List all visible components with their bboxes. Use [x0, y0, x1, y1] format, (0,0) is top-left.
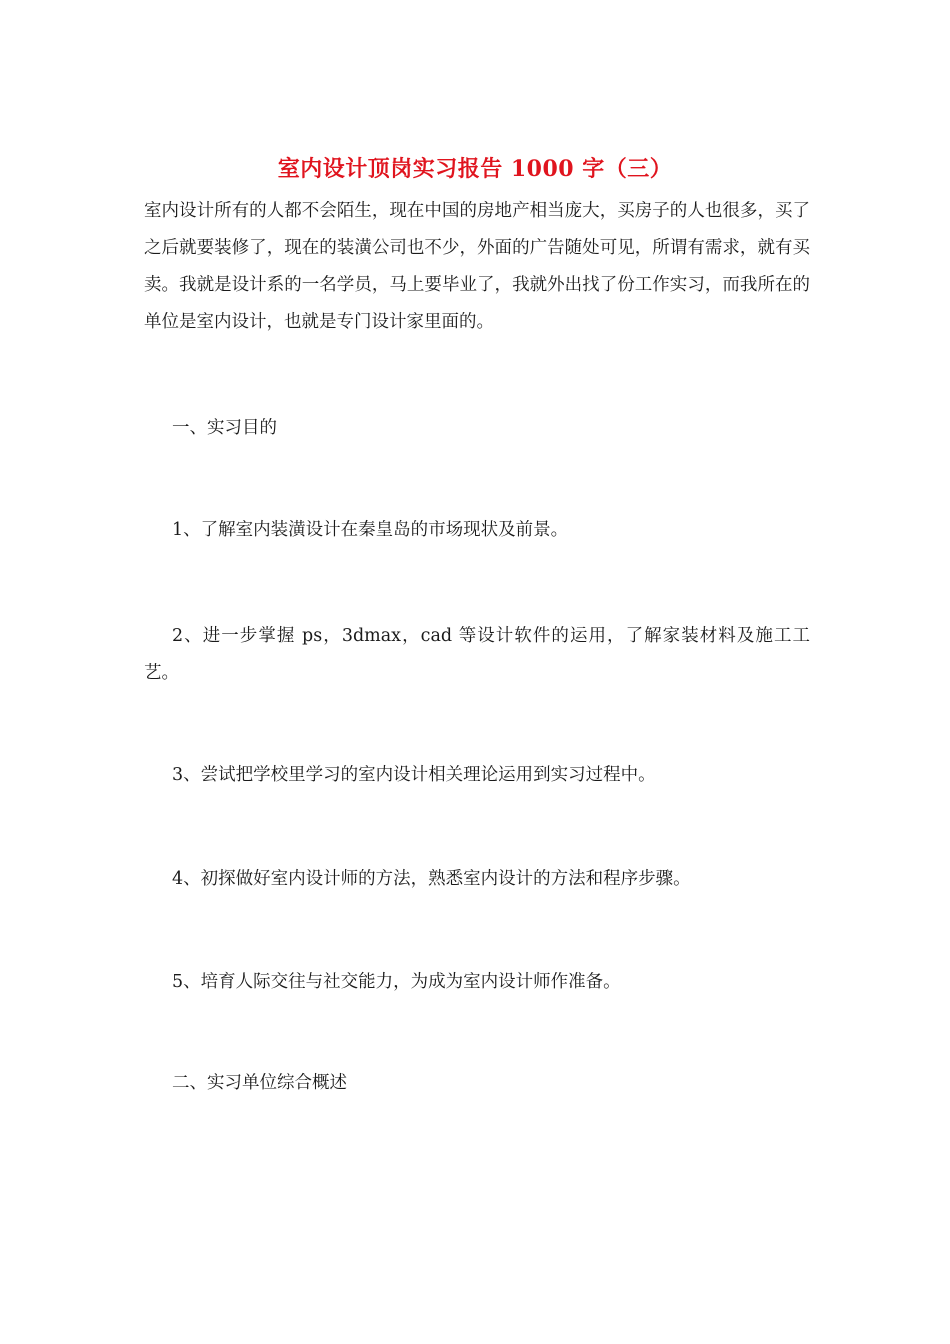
list-item: 5、培育人际交往与社交能力，为成为室内设计师作准备。 — [172, 972, 621, 992]
list-item: 1、了解室内装潢设计在秦皇岛的市场现状及前景。 — [172, 520, 569, 540]
section-heading-2: 二、实习单位综合概述 — [172, 1073, 347, 1093]
list-item: 2、进一步掌握 ps，3dmax，cad 等设计软件的运用，了解家装材料及施工工艺。 — [144, 626, 810, 683]
document-title: 室内设计顶岗实习报告 1000 字（三） — [277, 156, 673, 182]
section-heading-1: 一、实习目的 — [172, 418, 277, 438]
list-item: 4、初探做好室内设计师的方法，熟悉室内设计的方法和程序步骤。 — [172, 869, 691, 889]
list-item: 3、尝试把学校里学习的室内设计相关理论运用到实习过程中。 — [172, 765, 656, 785]
intro-paragraph: 室内设计所有的人都不会陌生，现在中国的房地产相当庞大，买房子的人也很多，买了之后就要装修了，现在的装潢公司也不少，外面的广告随处可见，所谓有需求，就有买卖。我就是设计系的一名学员，马上要毕业了，我就外出找了份工作实习，而我所在的单位是室内设计，也就是专门设计家里面的。 — [144, 201, 810, 332]
